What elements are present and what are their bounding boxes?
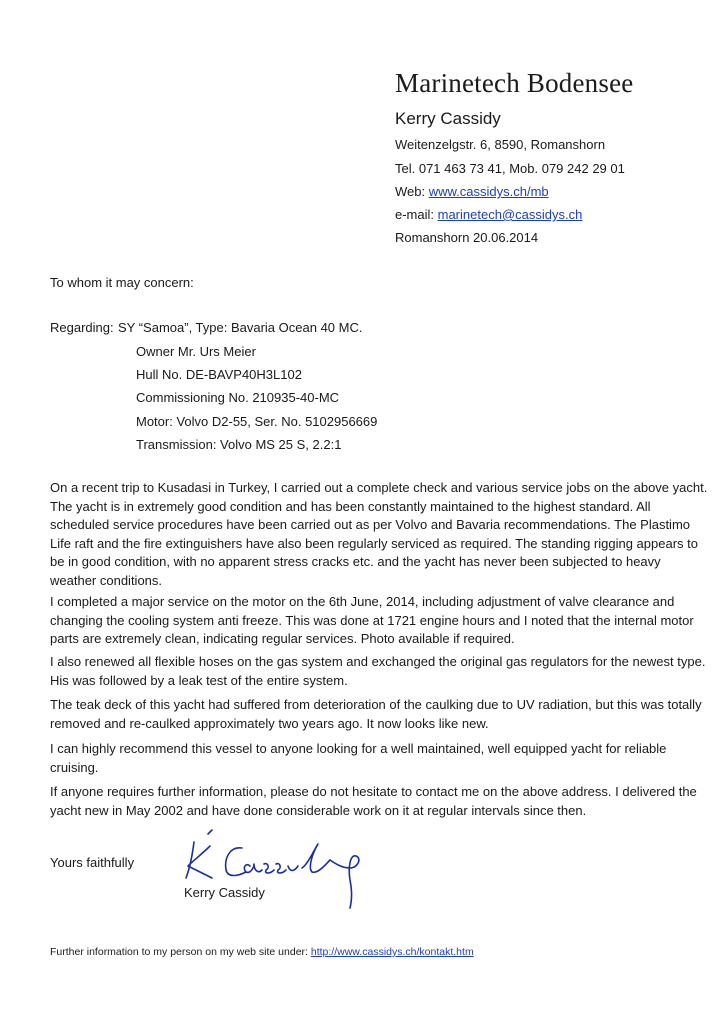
regarding-commissioning: Commissioning No. 210935-40-MC: [136, 390, 340, 405]
paragraph-contact: If anyone requires further information, please do not hesitate to contact me on the above address. I delivered the yacht new in May 2002 and have done considerable work on it at regular intervals since then.: [50, 784, 697, 818]
regarding-hull: Hull No. DE-BAVP40H3L102: [136, 367, 302, 382]
paragraph-recommendation: I can highly recommend this vessel to anyone looking for a well maintained, well equipped yacht for reliable cruising.: [50, 741, 667, 775]
closing: Yours faithfully: [50, 855, 135, 870]
place-date: Romanshorn 20.06.2014: [395, 230, 539, 245]
paragraph-teak-deck: The teak deck of this yacht had suffered from deterioration of the caulking due to UV radiation, but this was totally removed and re-caulked approximately two years ago. It now looks like new.: [50, 697, 702, 731]
sender-web: [395, 184, 549, 199]
email-link[interactable]: marinetech@cassidys.ch: [437, 207, 583, 222]
sender-email: [395, 207, 582, 222]
paragraph-motor-service: I completed a major service on the motor on the 6th June, 2014, including adjustment of valve clearance and changing the cooling system anti freeze. This was done at 1721 engine hours and I noted that the internal motor parts are extremely clean, indicating regular services. Photo available if required.: [50, 594, 694, 646]
footer-link[interactable]: http://www.cassidys.ch/kontakt.htm: [310, 946, 474, 958]
company-name: Marinetech Bodensee: [395, 68, 634, 98]
paragraph-gas-system: I also renewed all flexible hoses on the gas system and exchanged the original gas regulators for the newest type. His was followed by a leak test of the entire system.: [50, 654, 706, 688]
regarding-transmission: Transmission: Volvo MS 25 S, 2.2:1: [136, 437, 342, 452]
sender-name: Kerry Cassidy: [395, 109, 501, 128]
regarding-vessel: SY “Samoa”, Type: Bavaria Ocean 40 MC.: [118, 320, 363, 335]
regarding-label: Regarding:: [50, 320, 114, 335]
web-label: Web:: [395, 184, 429, 199]
salutation: To whom it may concern:: [50, 275, 194, 290]
regarding-motor: Motor: Volvo D2-55, Ser. No. 5102956669: [136, 414, 378, 429]
footer-note: [50, 946, 474, 958]
web-link[interactable]: www.cassidys.ch/mb: [428, 184, 549, 199]
paragraph-condition: On a recent trip to Kusadasi in Turkey, I carried out a complete check and various service jobs on the above yacht. The yacht is in extremely good condition and has been constantly maintained to the highest standard. All scheduled service procedures have been carried out as per Volvo and Bavaria recommendations. The Plastimo Life raft and the fire extinguishers have also been regularly serviced as required. The standing rigging appears to be in good condition, with no apparent stress cracks etc. and the yacht has never been subjected to heavy weather conditions.: [50, 480, 708, 588]
sender-address: Weitenzelgstr. 6, 8590, Romanshorn: [395, 137, 606, 152]
email-label: e-mail:: [395, 207, 438, 222]
footer-text: Further information to my person on my web site under:: [50, 946, 311, 958]
signer-name: Kerry Cassidy: [184, 885, 265, 900]
regarding-owner: Owner Mr. Urs Meier: [136, 344, 256, 359]
sender-phone: Tel. 071 463 73 41, Mob. 079 242 29 01: [395, 161, 625, 176]
